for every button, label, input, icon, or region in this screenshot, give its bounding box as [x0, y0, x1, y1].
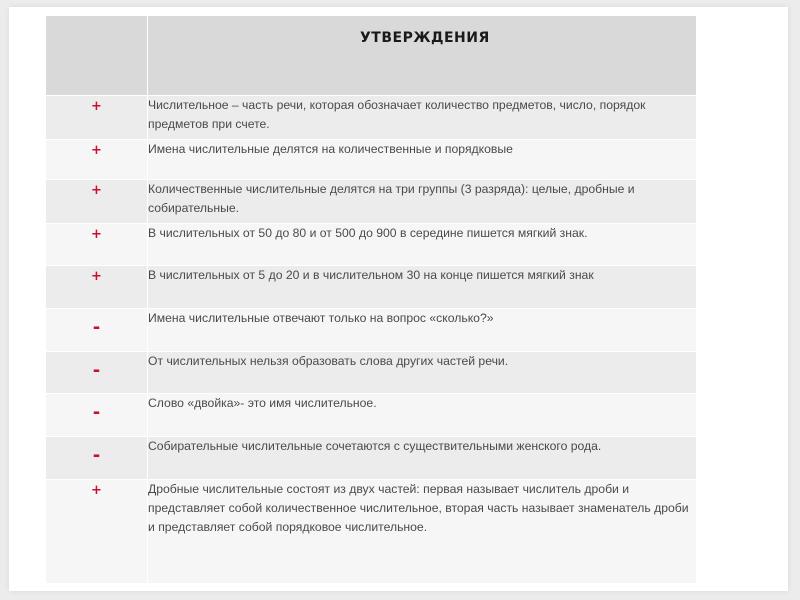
table-header-row [46, 16, 697, 96]
statement-text: Собирательные числительные сочетаются с существительными женского рода. [148, 437, 697, 480]
minus-sign: - [92, 402, 101, 423]
header-title: УТВЕРЖДЕНИЯ [360, 30, 490, 46]
statement-text: Слово «двойка»- это имя числительное. [148, 394, 697, 437]
table-row [46, 309, 697, 352]
plus-sign: + [91, 99, 102, 114]
sign-column-header [46, 16, 148, 96]
table-row [46, 352, 697, 394]
minus-sign: - [92, 445, 101, 466]
table-row [46, 224, 697, 266]
sign-cell [46, 394, 148, 437]
minus-sign: - [92, 360, 101, 381]
sign-cell [46, 96, 148, 140]
sign-cell [46, 352, 148, 394]
slide [9, 7, 788, 591]
table-row [46, 180, 697, 224]
statements-column-header [148, 16, 697, 96]
table-row [46, 437, 697, 480]
sign-cell [46, 437, 148, 480]
statement-text: Числительное – часть речи, которая обозначает количество предметов, число, порядок предметов при счете. [148, 96, 697, 140]
sign-cell [46, 140, 148, 180]
table-row [46, 266, 697, 309]
plus-sign: + [91, 143, 102, 158]
statement-text: Имена числительные отвечают только на вопрос «сколько?» [148, 309, 697, 352]
plus-sign: + [91, 483, 102, 498]
plus-sign: + [91, 269, 102, 284]
table-row [46, 140, 697, 180]
statement-text: От числительных нельзя образовать слова других частей речи. [148, 352, 697, 394]
plus-sign: + [91, 183, 102, 198]
statement-text: В числительных от 5 до 20 и в числительном 30 на конце пишется мягкий знак [148, 266, 697, 309]
table-row [46, 96, 697, 140]
sign-cell [46, 180, 148, 224]
statement-text: Дробные числительные состоят из двух частей: первая называет числитель дроби и представляет собой количественное числительное, вторая часть называет знаменатель дроби и представляет собой порядковое числительное. [148, 480, 697, 584]
minus-sign: - [92, 317, 101, 338]
plus-sign: + [91, 227, 102, 242]
statements-table [45, 15, 697, 584]
sign-cell [46, 480, 148, 584]
statement-text: Имена числительные делятся на количественные и порядковые [148, 140, 697, 180]
table-row [46, 394, 697, 437]
sign-cell [46, 309, 148, 352]
statement-text: В числительных от 50 до 80 и от 500 до 900 в середине пишется мягкий знак. [148, 224, 697, 266]
sign-cell [46, 266, 148, 309]
statement-text: Количественные числительные делятся на три группы (3 разряда): целые, дробные и собирательные. [148, 180, 697, 224]
sign-cell [46, 224, 148, 266]
table-row [46, 480, 697, 584]
